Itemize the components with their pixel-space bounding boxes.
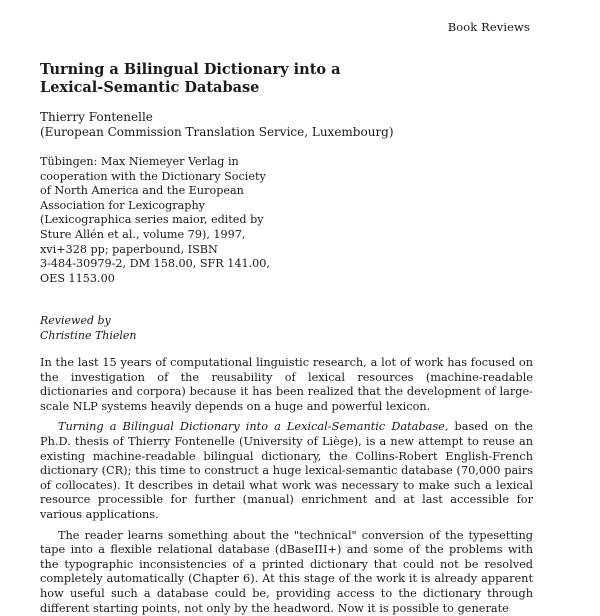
author-name: Thierry Fontenelle — [40, 110, 153, 124]
reviewer-block — [40, 314, 340, 343]
pub-line: 3-484-30979-2, DM 158.00, SFR 141.00, — [40, 257, 270, 271]
review-title — [40, 61, 380, 97]
review-body — [40, 356, 533, 616]
pub-line: of North America and the European — [40, 184, 244, 198]
paragraph-2-text: based on the Ph.D. thesis of Thierry Fontenelle (University of Liège), is a new attempt to reuse an existing machine-readable bilingual dictionary, the Collins-Robert English-French dictionary (CR); this time to construct a huge lexical-semantic database (70,000 pairs of collocates). It describes in detail what work was necessary to make such a lexical resource processible for further (manual) enrichment and at last accessible for various applications. — [40, 420, 533, 521]
pub-line: OES 1153.00 — [40, 271, 115, 285]
pub-line: Association for Lexicography — [40, 198, 205, 212]
paragraph-3: The reader learns something about the "technical" conversion of the typesetting tape into a flexible relational database (dBaseIII+) and some of the problems with the typographic inconsistencies of a printed dictionary that could not be resolved completely automatically (Chapter 6). At this stage of the work it is already apparent how useful such a database could be, providing access to the dictionary through different starting points, not only by the headword. Now it is possible to generate — [40, 528, 533, 615]
reviewed-by-label: Reviewed by — [40, 314, 111, 327]
pub-line: Sture Allén et al., volume 79), 1997, — [40, 227, 246, 241]
paragraph-2 — [40, 420, 533, 522]
paragraph-1: In the last 15 years of computational linguistic research, a lot of work has focused on the investigation of the reusability of lexical resources (machine-readable dictionaries and corpora) because it has been realized that the development of large-scale NLP systems heavily depends on a huge and powerful lexicon. — [40, 356, 533, 413]
author-block — [40, 110, 460, 140]
book-title-italic: Turning a Bilingual Dictionary into a Lexical-Semantic Database, — [58, 420, 449, 434]
pub-line: Tübingen: Max Niemeyer Verlag in — [40, 155, 239, 168]
author-affiliation: (European Commission Translation Service, Luxembourg) — [40, 125, 394, 139]
publication-info — [40, 155, 290, 286]
pub-line: cooperation with the Dictionary Society — [40, 169, 266, 183]
pub-line: xvi+328 pp; paperbound, ISBN — [40, 242, 218, 256]
pub-line: (Lexicographica series maior, edited by — [40, 213, 264, 227]
reviewer-name: Christine Thielen — [40, 328, 137, 342]
running-head: Book Reviews — [447, 20, 530, 34]
title-line-1: Turning a Bilingual Dictionary into a — [40, 61, 341, 78]
title-line-2: Lexical-Semantic Database — [40, 79, 260, 96]
